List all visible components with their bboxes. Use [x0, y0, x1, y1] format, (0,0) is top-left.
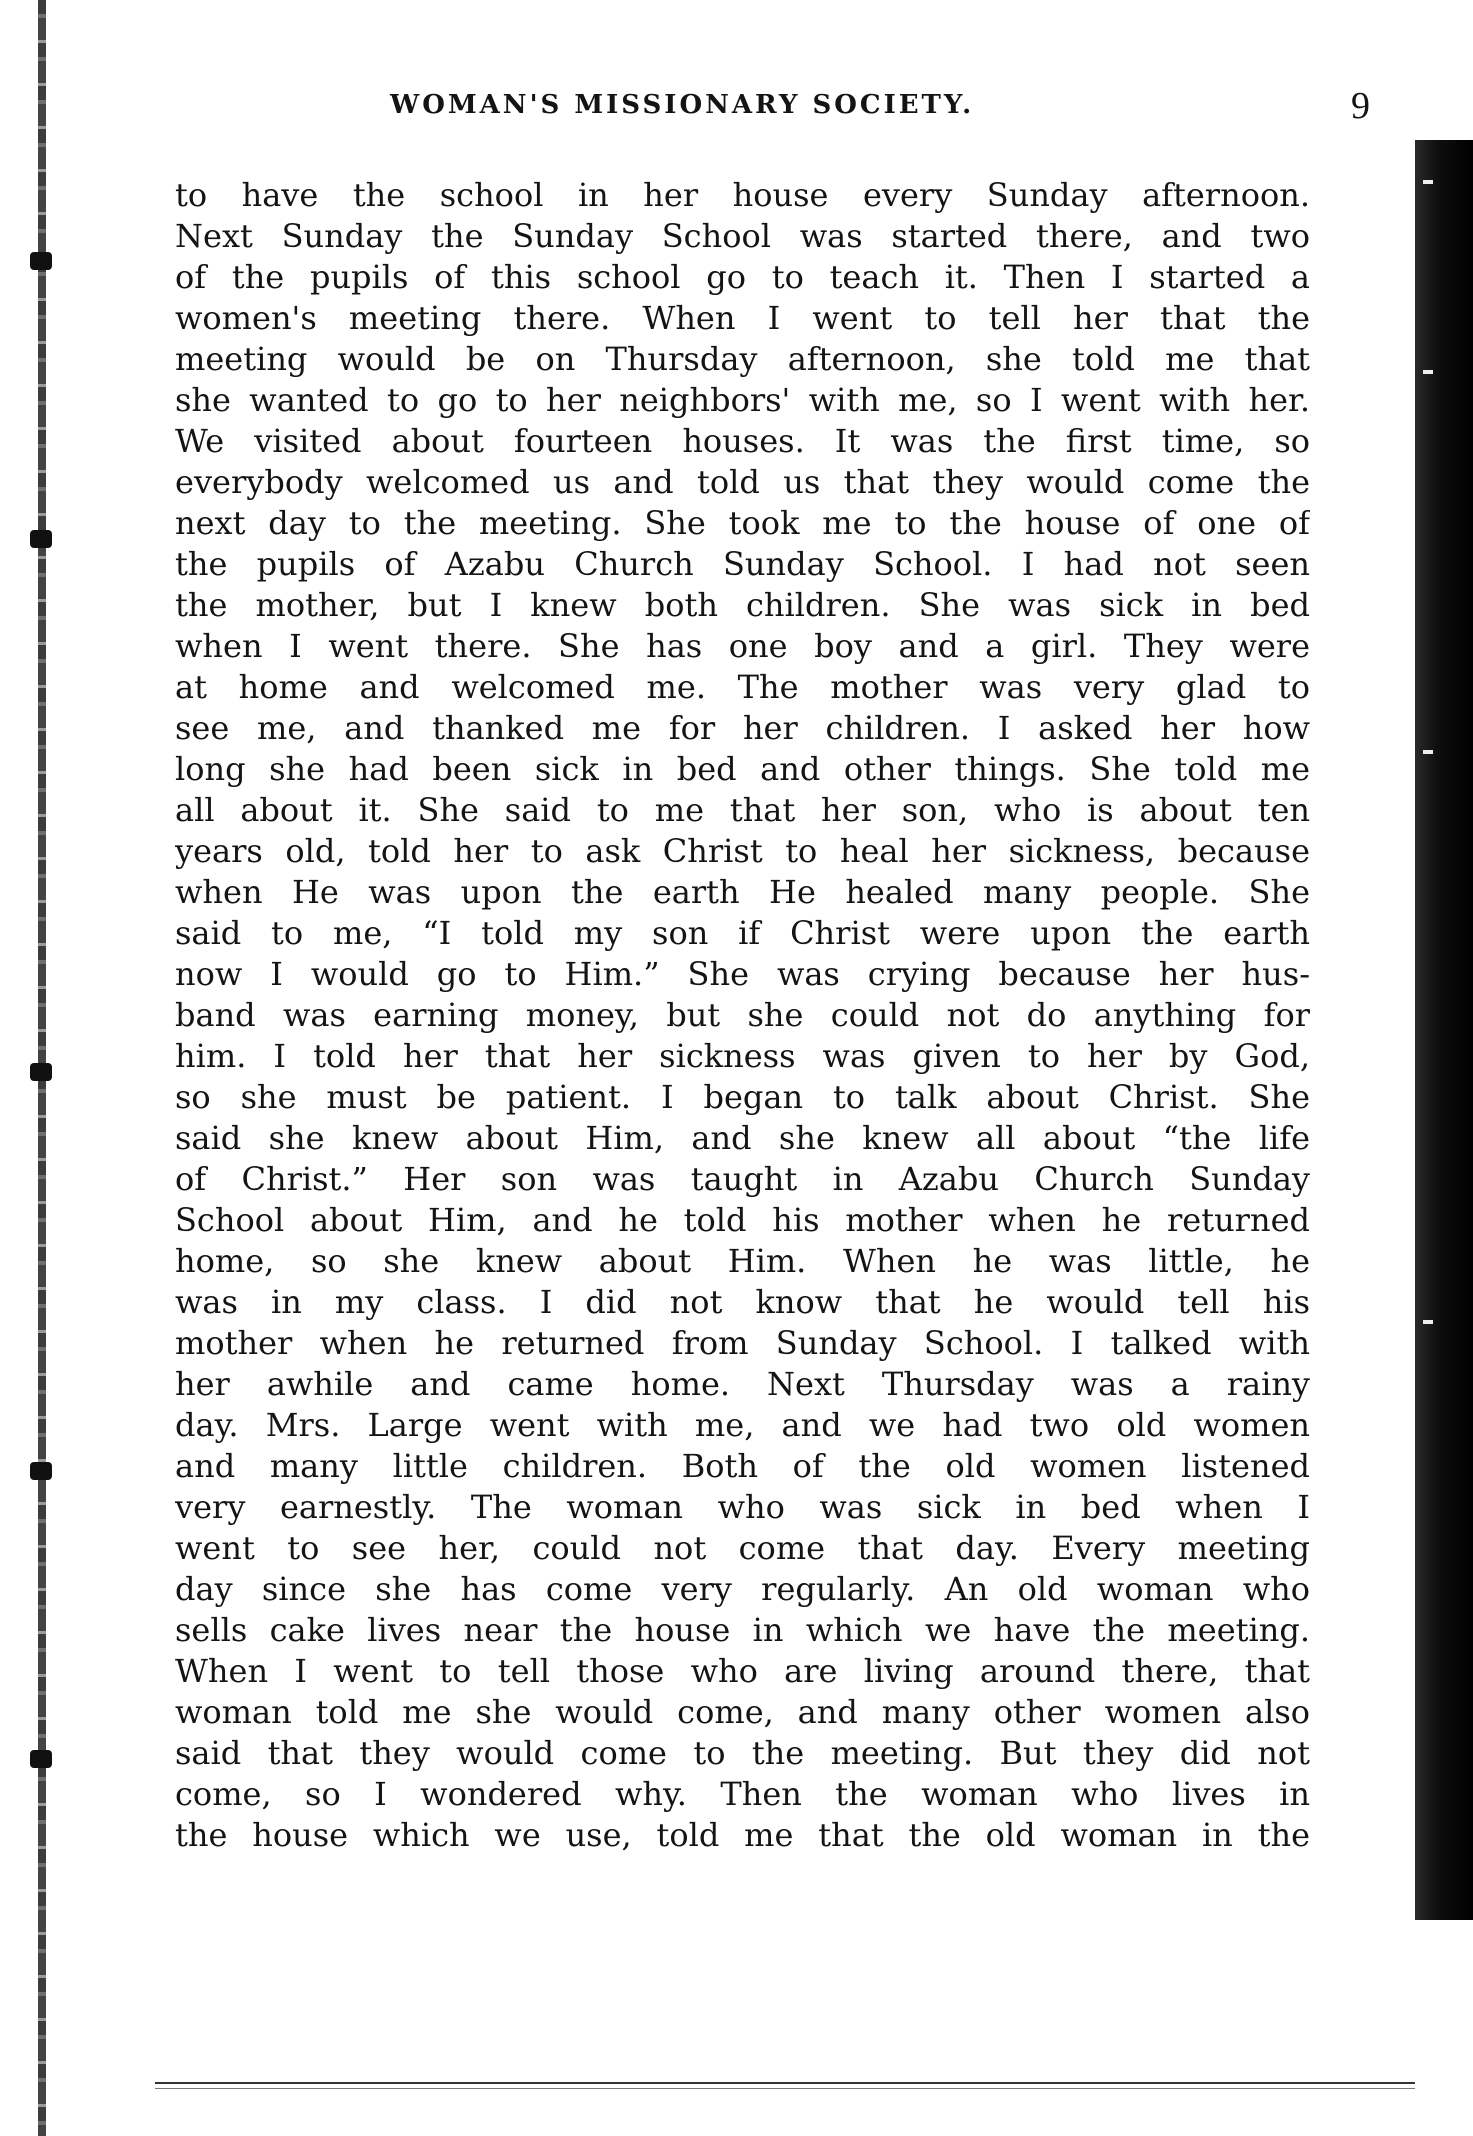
text-line: sells cake lives near the house in which we have the meeting.	[175, 1611, 1310, 1649]
text-line: We visited about fourteen houses. It was the first time, so	[175, 422, 1310, 460]
bottom-rule	[155, 2082, 1415, 2084]
text-line: she wanted to go to her neighbors' with me, so I went with her.	[175, 381, 1310, 419]
text-line: the house which we use, told me that the old woman in the	[175, 1816, 1310, 1854]
text-line: when I went there. She has one boy and a girl. They were	[175, 627, 1310, 665]
text-line: was in my class. I did not know that he would tell his	[175, 1283, 1310, 1321]
page-number: 9	[1351, 85, 1370, 127]
text-line: women's meeting there. When I went to tell her that the	[175, 299, 1310, 337]
text-line: next day to the meeting. She took me to the house of one of	[175, 504, 1310, 542]
binding-notch	[30, 1750, 52, 1768]
text-line: her awhile and came home. Next Thursday was a rainy	[175, 1365, 1310, 1403]
text-line: School about Him, and he told his mother when he returned	[175, 1201, 1310, 1239]
text-line: at home and welcomed me. The mother was very glad to	[175, 668, 1310, 706]
running-title: WOMAN'S MISSIONARY SOCIETY.	[390, 90, 975, 120]
text-line: all about it. She said to me that her son, who is about ten	[175, 791, 1310, 829]
binding-notch	[30, 1063, 52, 1081]
binding-notch	[30, 252, 52, 270]
text-line: him. I told her that her sickness was given to her by God,	[175, 1037, 1310, 1075]
text-line: long she had been sick in bed and other things. She told me	[175, 750, 1310, 788]
text-line: When I went to tell those who are living around there, that	[175, 1652, 1310, 1690]
text-line: band was earning money, but she could not do anything for	[175, 996, 1310, 1034]
binding-notch	[30, 1462, 52, 1480]
text-line: home, so she knew about Him. When he was little, he	[175, 1242, 1310, 1280]
scan-dark-margin	[1415, 140, 1473, 1920]
bottom-rule	[155, 2088, 1415, 2089]
text-line: mother when he returned from Sunday School. I talked with	[175, 1324, 1310, 1362]
text-line: day since she has come very regularly. An old woman who	[175, 1570, 1310, 1608]
text-line: said that they would come to the meeting. But they did not	[175, 1734, 1310, 1772]
text-line: everybody welcomed us and told us that they would come the	[175, 463, 1310, 501]
text-line: said she knew about Him, and she knew all about “the life	[175, 1119, 1310, 1157]
scan-speck	[1423, 750, 1433, 754]
text-line: woman told me she would come, and many other women also	[175, 1693, 1310, 1731]
text-line: went to see her, could not come that day. Every meeting	[175, 1529, 1310, 1567]
text-line: day. Mrs. Large went with me, and we had two old women	[175, 1406, 1310, 1444]
body-text	[175, 175, 1310, 1856]
text-line: years old, told her to ask Christ to heal her sickness, because	[175, 832, 1310, 870]
text-line: see me, and thanked me for her children. I asked her how	[175, 709, 1310, 747]
binding-notch	[30, 530, 52, 548]
text-line: come, so I wondered why. Then the woman who lives in	[175, 1775, 1310, 1813]
text-line: the pupils of Azabu Church Sunday School. I had not seen	[175, 545, 1310, 583]
text-line: of the pupils of this school go to teach it. Then I started a	[175, 258, 1310, 296]
text-line: and many little children. Both of the old women listened	[175, 1447, 1310, 1485]
scan-speck	[1423, 370, 1433, 374]
text-line: to have the school in her house every Sunday afternoon.	[175, 176, 1310, 214]
scan-speck	[1423, 1320, 1433, 1324]
text-line: of Christ.” Her son was taught in Azabu Church Sunday	[175, 1160, 1310, 1198]
text-line: the mother, but I knew both children. She was sick in bed	[175, 586, 1310, 624]
scan-speck	[1423, 180, 1433, 184]
text-line: when He was upon the earth He healed many people. She	[175, 873, 1310, 911]
text-line: Next Sunday the Sunday School was started there, and two	[175, 217, 1310, 255]
text-line: very earnestly. The woman who was sick in bed when I	[175, 1488, 1310, 1526]
text-line: said to me, “I told my son if Christ were upon the earth	[175, 914, 1310, 952]
text-line: so she must be patient. I began to talk about Christ. She	[175, 1078, 1310, 1116]
text-line: meeting would be on Thursday afternoon, she told me that	[175, 340, 1310, 378]
running-head	[210, 84, 1370, 134]
text-line: now I would go to Him.” She was crying because her hus-	[175, 955, 1310, 993]
